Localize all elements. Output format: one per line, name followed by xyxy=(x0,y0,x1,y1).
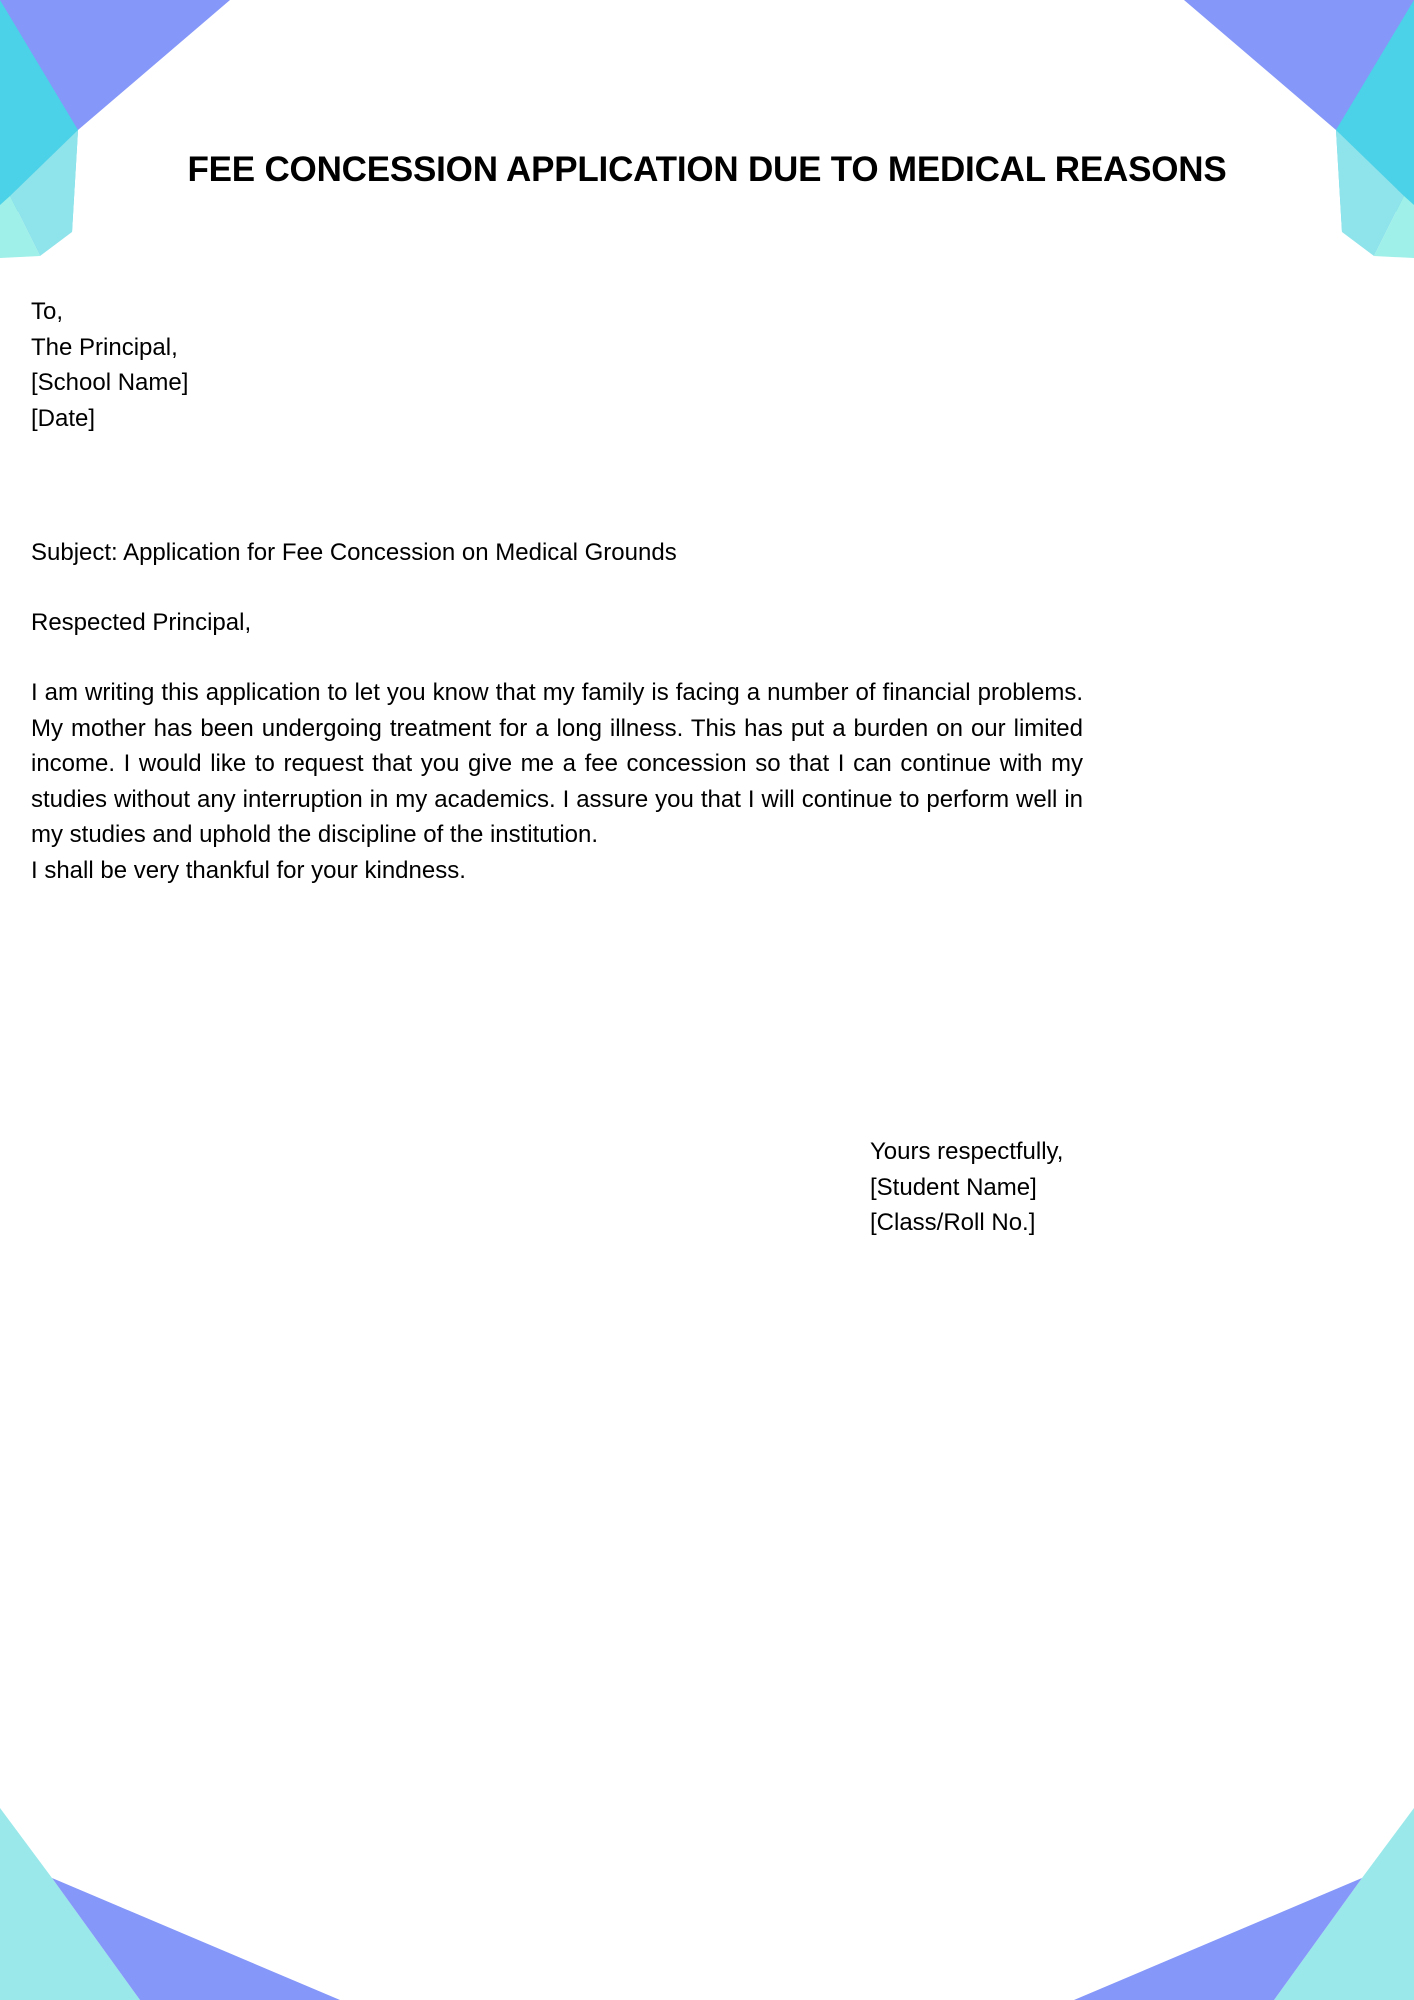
address-line-date: [Date] xyxy=(31,404,96,432)
closing-sentence: I shall be very thankful for your kindness. xyxy=(31,857,466,884)
salutation: Respected Principal, xyxy=(31,609,252,636)
address-line-principal: The Principal, xyxy=(31,333,178,361)
signature-closing: Yours respectfully, xyxy=(870,1138,1064,1165)
address-line-to: To, xyxy=(31,298,64,325)
recipient-address-block xyxy=(31,294,188,436)
address-line-school-name: [School Name] xyxy=(31,369,189,396)
signature-class-roll: [Class/Roll No.] xyxy=(870,1209,1036,1236)
page-title: FEE CONCESSION APPLICATION DUE TO MEDICAL REASONS xyxy=(187,150,1227,190)
subject-line: Subject: Application for Fee Concession on Medical Grounds xyxy=(31,539,677,566)
signature-student-name: [Student Name] xyxy=(870,1173,1037,1201)
signature-block xyxy=(870,1134,1063,1241)
body-paragraph: I am writing this application to let you know that my family is facing a number of financial problems. My mother has been undergoing treatment for a long illness. This has put a burden on our limited income. I would like to request that you give me a fee concession so that I can continue with my studies without any interruption in my academics. I assure you that I will continue to perform well in my studies and uphold the discipline of the institution. xyxy=(31,679,1083,848)
